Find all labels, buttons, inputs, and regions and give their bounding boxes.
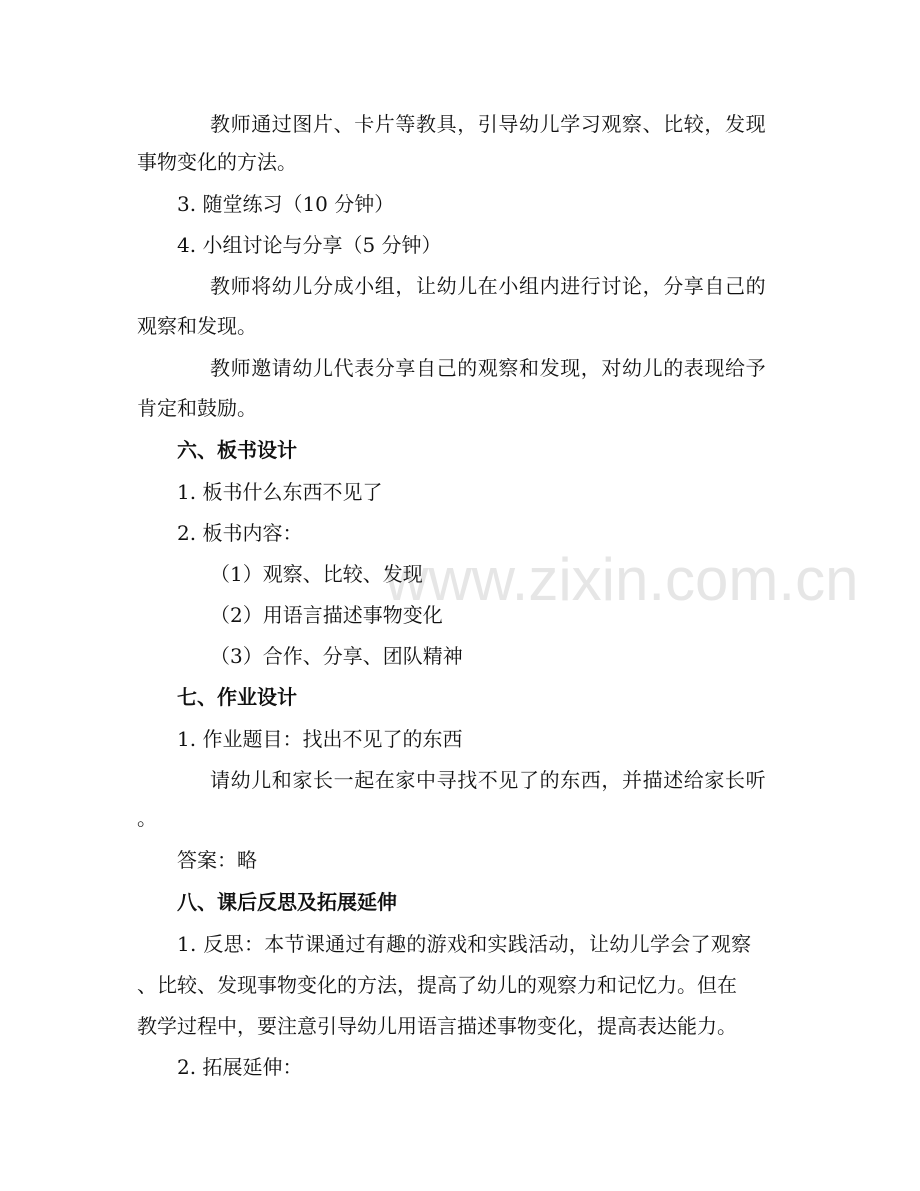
sub-list-item: （2）用语言描述事物变化: [210, 603, 443, 627]
paragraph-line: 教学过程中，要注意引导幼儿用语言描述事物变化，提高表达能力。: [137, 1014, 737, 1038]
list-item: 3. 随堂练习（10 分钟）: [177, 192, 395, 216]
section-heading: 七、作业设计: [177, 685, 297, 709]
list-item: 1. 反思：本节课通过有趣的游戏和实践活动，让幼儿学会了观察: [177, 932, 752, 956]
sub-list-item: （3）合作、分享、团队精神: [210, 644, 463, 668]
section-heading: 六、板书设计: [177, 438, 297, 462]
paragraph-line: 肯定和鼓励。: [137, 396, 257, 420]
watermark: www.zixin.com.cn: [385, 546, 859, 613]
list-item: 1. 作业题目：找出不见了的东西: [177, 727, 463, 751]
paragraph-line: 观察和发现。: [137, 314, 257, 338]
paragraph-line: 。: [137, 806, 157, 830]
section-heading: 八、课后反思及拓展延伸: [177, 890, 397, 914]
paragraph-line: 请幼儿和家长一起在家中寻找不见了的东西，并描述给家长听: [210, 768, 767, 792]
list-item: 2. 板书内容：: [177, 521, 303, 545]
paragraph-line: 、比较、发现事物变化的方法，提高了幼儿的观察力和记忆力。但在: [137, 973, 737, 997]
answer-line: 答案：略: [177, 848, 257, 872]
list-item: 4. 小组讨论与分享（5 分钟）: [177, 233, 442, 257]
list-item: 2. 拓展延伸：: [177, 1055, 303, 1079]
paragraph-line: 教师将幼儿分成小组，让幼儿在小组内进行讨论，分享自己的: [210, 274, 767, 298]
paragraph-line: 事物变化的方法。: [137, 150, 297, 174]
list-item: 1. 板书什么东西不见了: [177, 480, 383, 504]
paragraph-line: 教师通过图片、卡片等教具，引导幼儿学习观察、比较，发现: [210, 112, 767, 136]
paragraph-line: 教师邀请幼儿代表分享自己的观察和发现，对幼儿的表现给予: [210, 356, 767, 380]
sub-list-item: （1）观察、比较、发现: [210, 562, 423, 586]
